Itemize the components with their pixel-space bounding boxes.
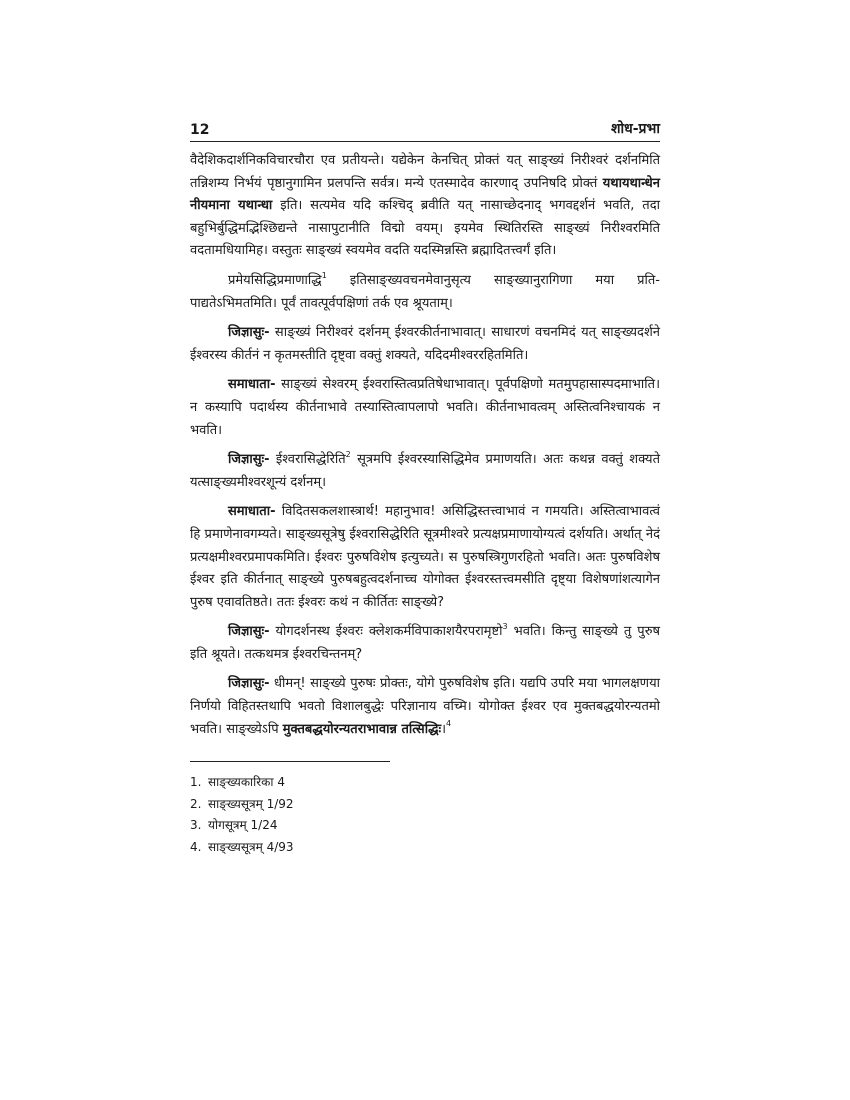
footnote-list: [190, 772, 660, 858]
dialogue-paragraph: [190, 621, 660, 666]
body-text: [190, 150, 660, 741]
document-page: [190, 112, 660, 858]
paragraph-text: विदितसकलशास्त्रार्थ! महानुभाव! असिद्धिस्तत्त्वाभावं न गमयति। अस्तित्वाभावत्वं हि प्रमाणेनावगम्यते। साङ्ख्यसूत्रेषु ईश्वरासिद्धेरिति सूत्रमीश्वरे प्रत्यक्षप्रमाणायोग्यत्वं दर्शयति। अर्थात् नेदं प्रत्यक्षमीश्वरप्रमापकमिति। ईश्वरः पुरुषविशेष इत्युच्यते। स पुरुषस्त्रिगुणरहितो भवति। अतः पुरुषविशेष ईश्वर इति कीर्तनात् साङ्ख्ये पुरुषबहुत्वदर्शनाच्च योगोक्त ईश्वरस्तत्त्वमसीति दृष्ट्या विशेषणांशत्यागेन पुरुष एवावतिष्ठते। ततः ईश्वरः कथं न कीर्तितः साङ्ख्ये?: [190, 504, 660, 610]
paragraph-text: साङ्ख्यं निरीश्वरं दर्शनम् ईश्वरकीर्तनाभावात्। साधारणं वचनमिदं यत् साङ्ख्यदर्शने ईश्वरस्य कीर्तनं न कृतमस्तीति दृष्ट्वा वक्तुं शक्यते, यदिदमीश्वररहितमिति।: [190, 325, 660, 363]
dialogue-paragraph: [190, 322, 660, 367]
emphasized-quote: यथायथान्धेन नीयमाना यथान्धा: [190, 175, 660, 214]
footnote-item: [190, 837, 660, 859]
footnote-text: योगसूत्रम् 1/24: [208, 818, 278, 833]
footnote-text: साङ्ख्यसूत्रम् 4/93: [208, 839, 294, 854]
paragraph: [190, 150, 660, 263]
journal-title: शोध-प्रभा: [610, 121, 660, 137]
paragraph-text: इति। सत्यमेव यदि कश्चिद् ब्रवीति यत् नासाच्छेदनाद् भगवद्दर्शनं भवति, तदा बहुभिर्बुद्धिमद्भिश्छिद्यन्ते नासापुटानीति विद्मो वयम्। इयमेव स्थितिरस्ति साङ्ख्यं निरीश्वरमिति वदतामधियामिह। वस्तुतः साङ्ख्यं स्वयमेव वदति यदस्मिन्नस्ति ब्रह्मादितत्त्वर्गं इति।: [190, 198, 660, 259]
footnote-number: 2.: [190, 796, 202, 811]
paragraph-text: ।: [441, 721, 447, 737]
footnote-number: 4.: [190, 839, 202, 854]
footnote-item: [190, 815, 660, 837]
paragraph-text: भवति। किन्तु साङ्ख्ये तु पुरुष इति श्रूयते। तत्कथमत्र ईश्वरचिन्तनम्?: [190, 624, 660, 662]
paragraph-text: वैदेशिकदार्शनिकविचारचौरा एव प्रतीयन्ते। यद्येकेन केनचित् प्रोक्तं यत् साङ्ख्यं निरीश्वरं दर्शनमिति तन्निशम्य निर्भयं पृष्ठानुगामिन प्रलपन्ति सर्वत्र। मन्ये एतस्मादेव कारणाद् उपनिषदि प्रोक्तं: [190, 153, 660, 191]
speaker-label: जिज्ञासुः-: [228, 452, 270, 468]
footnote-text: साङ्ख्यकारिका 4: [208, 775, 285, 790]
speaker-label: जिज्ञासुः-: [228, 325, 270, 341]
speaker-label: समाधाता-: [228, 504, 276, 520]
paragraph-text: सूत्रमपि ईश्वरस्यासिद्धिमेव प्रमाणयति। अतः कथन्न वक्तुं शक्यते यत्साङ्ख्यमीश्वरशून्यं दर्शनम्।: [190, 452, 660, 490]
emphasized-quote: मुक्तबद्धयोरन्यतराभावान्न तत्सिद्धिः: [282, 721, 442, 737]
speaker-label: समाधाता-: [228, 377, 276, 393]
running-header: [190, 112, 660, 142]
footnote-item: [190, 794, 660, 816]
dialogue-paragraph: [190, 501, 660, 614]
paragraph-text: योगदर्शनस्थ ईश्वरः क्लेशकर्मविपाकाशयैरपरामृष्टो: [269, 624, 503, 640]
dialogue-paragraph: [190, 449, 660, 494]
paragraph-text: प्रमेयसिद्धिप्रमाणाद्धि: [228, 272, 322, 288]
paragraph-text: धीमन्! साङ्ख्ये पुरुषः प्रोक्तः, योगे पुरुषविशेष इति। यद्यपि उपरि मया भागलक्षणया निर्णयो विहितस्तथापि भवतो विशालबुद्धेः परिज्ञानाय वच्मि। योगोक्त ईश्वर एव मुक्तबद्धयोरन्यतमो भवति। साङ्ख्येऽपि: [190, 676, 660, 737]
dialogue-paragraph: [190, 673, 660, 741]
dialogue-paragraph: [190, 374, 660, 442]
paragraph: [190, 270, 660, 315]
paragraph-text: साङ्ख्यं सेश्वरम् ईश्वरास्तित्वप्रतिषेधाभावात्। पूर्वपक्षिणो मतमुपहासास्पदमाभाति। न कस्यापि पदार्थस्य कीर्तनाभावे तस्यास्तित्वापलापो भवति। कीर्तनाभावत्वम् अस्तित्वनिश्चायकं न भवति।: [190, 377, 660, 438]
paragraph-text: ईश्वरासिद्धेरिति: [269, 452, 346, 468]
footnote-item: [190, 772, 660, 794]
footnote-ref: 1: [321, 270, 327, 280]
paragraph-text: इतिसाङ्ख्यवचनमेवानुसृत्य साङ्ख्यानुरागिणा मया प्रति-पाद्यतेऽभिमतमिति। पूर्वं तावत्पूर्वपक्षिणां तर्क एव श्रूयताम्।: [190, 272, 660, 311]
footnote-ref: 3: [502, 621, 508, 631]
footnote-text: साङ्ख्यसूत्रम् 1/92: [208, 796, 294, 811]
footnote-divider: [190, 761, 390, 762]
footnote-ref: 4: [446, 719, 452, 729]
page-number: 12: [190, 122, 210, 138]
footnote-ref: 2: [345, 449, 351, 459]
footnote-number: 1.: [190, 775, 202, 790]
footnote-number: 3.: [190, 818, 202, 833]
speaker-label: जिज्ञासुः-: [228, 676, 270, 692]
speaker-label: जिज्ञासुः-: [228, 624, 270, 640]
